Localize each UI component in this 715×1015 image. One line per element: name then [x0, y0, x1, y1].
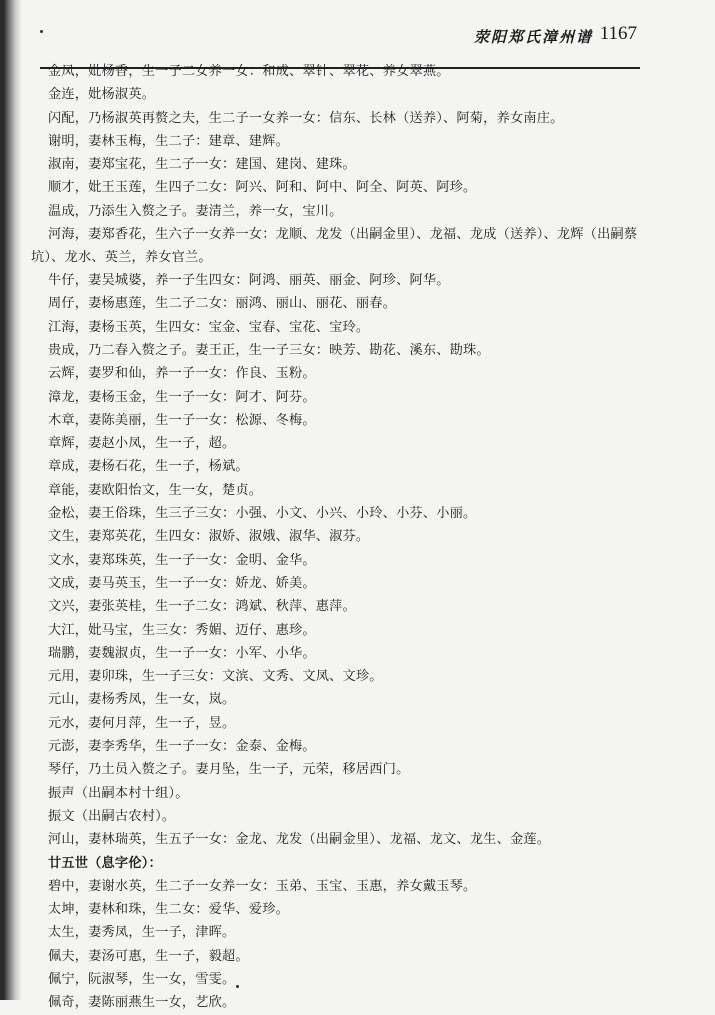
genealogy-entry: 佩奇，妻陈丽燕生一女，艺欣。 — [48, 995, 236, 1011]
genealogy-entry: 木章，妻陈美丽，生一子一女：松源、冬梅。 — [48, 412, 316, 428]
genealogy-entry: 元水，妻何月萍，生一子，昱。 — [48, 715, 236, 731]
genealogy-entry: 河山，妻林瑞英，生五子一女：金龙、龙发（出嗣金里）、龙福、龙文、龙生、金莲。 — [48, 832, 551, 848]
scan-speck — [236, 985, 239, 988]
genealogy-entry: 江海，妻杨玉英，生四女：宝金、宝春、宝花、宝玲。 — [48, 319, 370, 335]
genealogy-entry: 振声（出嗣本村十组）。 — [48, 785, 189, 801]
genealogy-entry: 温成，乃添生入赘之子。妻清兰，养一女，宝川。 — [48, 203, 343, 219]
genealogy-entry: 大江，妣马宝，生三女：秀媚、迈仔、惠珍。 — [48, 622, 316, 638]
genealogy-entry: 金凤，妣杨香，生一子二女养一女：和成、翠针、翠花、养女翠燕。 — [48, 64, 450, 79]
page-number: 1167 — [599, 23, 637, 44]
genealogy-entry: 佩夫，妻汤可惠，生一子，毅超。 — [48, 948, 249, 964]
genealogy-entry: 振文（出嗣古农村）。 — [48, 808, 176, 824]
genealogy-entry: 文兴，妻张英桂，生一子二女：鸿斌、秋萍、惠萍。 — [48, 599, 356, 615]
genealogy-entry: 章能，妻欧阳怡文，生一女，楚贞。 — [48, 482, 263, 498]
genealogy-entry: 顺才，妣王玉莲，生四子二女：阿兴、阿和、阿中、阿全、阿英、阿珍。 — [48, 180, 477, 196]
genealogy-entry: 章成，妻杨石花，生一子，杨斌。 — [48, 459, 249, 475]
genealogy-entry: 佩宁，阮淑琴，生一女，雪雯。 — [48, 971, 236, 987]
genealogy-entry: 贵成，乃二春入赘之子。妻王正，生一子三女：映芳、勘花、溪东、勘珠。 — [48, 342, 490, 358]
running-header — [0, 22, 715, 52]
genealogy-entry: 元山，妻杨秀凤，生一女，岚。 — [48, 692, 236, 708]
genealogy-entry: 元澎，妻李秀华，生一子一女：金泰、金梅。 — [48, 739, 316, 755]
generation-heading: 廿五世（息字伦）： — [48, 855, 162, 871]
genealogy-entry: 闪配，乃杨淑英再赘之夫，生二子一女养一女：信东、长林（送养）、阿菊，养女南庄。 — [48, 110, 564, 126]
genealogy-entry: 金连，妣杨淑英。 — [48, 87, 156, 103]
genealogy-entry: 淑南，妻郑宝花，生二子一女：建国、建岗、建珠。 — [48, 157, 356, 173]
book-binding-shadow — [0, 0, 22, 1000]
genealogy-entry: 金松，妻王俗珠，生三子三女：小强、小文、小兴、小玲、小芬、小丽。 — [48, 506, 477, 522]
genealogy-entry: 河海，妻郑香花，生六子一女养一女：龙顺、龙发（出嗣金里）、龙福、龙成（送养）、龙辉（出嗣蔡坑）、龙水、英兰，养女官兰。 — [31, 227, 638, 266]
genealogy-entry: 碧中，妻谢水英，生二子一女养一女：玉弟、玉宝、玉惠，养女戴玉琴。 — [48, 878, 477, 894]
genealogy-entry: 太生，妻秀凤，生一子，津晖。 — [48, 925, 236, 941]
genealogy-entry: 琴仔，乃土员入赘之子。妻月坠，生一子，元荣，移居西门。 — [48, 762, 410, 778]
genealogy-entry: 漳龙，妻杨玉金，生一子一女：阿才、阿芬。 — [48, 389, 316, 405]
genealogy-entry: 牛仔，妻吴城婆，养一子生四女：阿鸿、丽英、丽金、阿珍、阿华。 — [48, 273, 450, 289]
genealogy-entry: 文生，妻郑英花，生四女：淑娇、淑娥、淑华、淑芬。 — [48, 529, 370, 545]
genealogy-entries — [31, 60, 658, 1015]
genealogy-entry: 元用，妻卯珠，生一子三女：文滨、文秀、文凤、文珍。 — [48, 669, 383, 685]
genealogy-entry: 文水，妻郑珠英，生一子一女：金明、金华。 — [48, 552, 316, 568]
genealogy-entry: 瑞鹏，妻魏淑贞，生一子一女：小军、小华。 — [48, 645, 316, 661]
scan-speck — [40, 30, 43, 33]
genealogy-entry: 云辉，妻罗和仙，养一子一女：作良、玉粉。 — [48, 366, 316, 382]
genealogy-entry: 周仔，妻杨惠莲，生二子二女：丽鸿、丽山、丽花、丽春。 — [48, 296, 397, 312]
genealogy-entry: 太坤，妻林和珠，生二女：爱华、爱珍。 — [48, 902, 289, 918]
genealogy-entry: 文成，妻马英玉，生一子一女：娇龙、娇美。 — [48, 575, 316, 591]
header-title: 荥阳郑氏漳州谱 — [473, 28, 593, 46]
genealogy-entry: 谢明，妻林玉梅，生二子：建章、建辉。 — [48, 133, 289, 149]
genealogy-entry: 章辉，妻赵小凤，生一子，超。 — [48, 436, 236, 452]
